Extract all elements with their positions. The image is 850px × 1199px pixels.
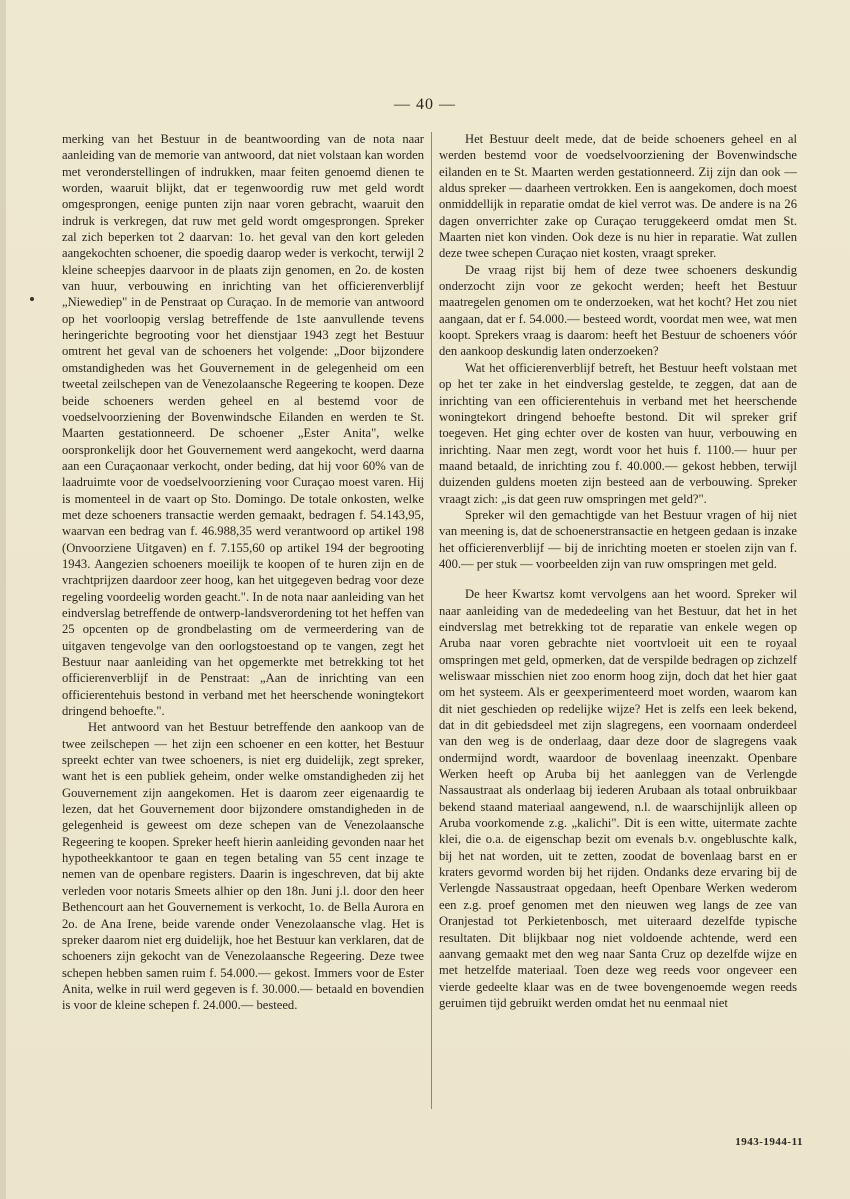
margin-dot <box>30 297 34 301</box>
page-edge <box>0 0 6 1199</box>
paragraph: Het Bestuur deelt mede, dat de beide schoeners geheel en al werden bestemd voor de voedselvoorziening der Bovenwindsche eilanden en te St. Maarten werden gestationneerd. Zij zijn dan ook — aldus spreker — daarheen vertrokken. Een is aangekomen, doch moest onmiddellijk in reparatie omdat de kiel verrot was. De andere is na 26 dagen onverrichter zake op Curaçao teruggekeerd omdat men St. Maarten niet kon vinden. Ook deze is nu hier in reparatie. Wat zullen deze twee schepen Curaçao niet kosten, vraagt spreker. <box>439 132 797 261</box>
page-number: — 40 — <box>394 96 456 113</box>
paragraph: Het antwoord van het Bestuur betreffende den aankoop van de twee zeilschepen — het zijn een schoener en een kotter, het Bestuur spreekt echter van twee schoeners, is niet erg duidelijk, zegt spreker, want het is een publiek geheim, onder welke omstandigheden zij het Gouvernement zijn aangekomen. Het is daarom zeer eigenaardig te lezen, dat het Gouvernement door bijzondere omstandigheden in de gelegenheid is geweest om deze schepen van de Venezolaansche Regeering te koopen. Spreker heeft hierin aanleiding gevonden naar het hypotheekkantoor te gaan en tegen betaling van 55 cent inzage te nemen van de openbare registers. Daarin is ingeschreven, dat bij akte verleden voor notaris Smeets alhier op den 18n. Juni j.l. door den heer Bethencourt aan het Gouvernement is verkocht, 1o. de Bella Aurora en 2o. de Ana Irene, beide varende onder Venezolaansche vlag. Het is spreker daarom niet erg duidelijk, hoe het Bestuur kan verklaren, dat de schoeners zijn gekocht van de Venezolaansche Regeering. Deze twee schepen hebben samen ruim f. 54.000.— gekost. Immers voor de Ester Anita, welke in ruil werd gegeven is f. 30.000.— betaald en bovendien is voor de kleine schepen f. 24.000.— besteed. <box>62 720 424 1013</box>
paragraph: Wat het officierenverblijf betreft, het Bestuur heeft volstaan met op het ter zake in het eindverslag gestelde, te zeggen, dat aan de inrichting van een officierentehuis in verband met het heerschende woningtekort dringend behoefte bestond. Dit wil spreker grif toegeven. Het ging echter over de kosten van huur, verbouwing en inrichting. Naar men zegt, wordt voor het huis f. 1100.— huur per maand betaald, de inrichting zou f. 40.000.— gekost hebben, terwijl duizenden guldens moeten zijn besteed aan de verbouwing. Spreker vraagt zich: „is dat geen ruw omspringen met geld?". <box>439 360 797 506</box>
left-column <box>62 131 424 1014</box>
paragraph: merking van het Bestuur in de beantwoording van de nota naar aanleiding van de memorie van antwoord, dat niet volstaan kan worden met veronderstellingen of indrukken, maar feiten genoemd dienen te worden, waaruit blijkt, dat er tegenwoordig ruw met geld wordt omgesprongen, eenige punten zijn naar voren gebracht, waaruit den indruk is verkregen, dat ruw met geld wordt omgesprongen. Spreker zal zich beperken tot 2 daarvan: 1o. het geval van den kort geleden aangekochten schoener, die spoedig daarop weder is verkocht, terwijl 2 kleine scheepjes daarvoor in de plaats zijn genomen, en 2o. de kosten van huur, verbouwing en inrichting van het officierenverblijf „Niewediep" in de Penstraat op Curaçao. In de memorie van antwoord op het voorloopig verslag betreffende de 1ste aanvullende tevens heringerichte begrooting voor het dienstjaar 1943 zegt het Bestuur omtrent het geval van de schoeners het volgende: „Door bijzondere omstandigheden was het Gouvernement in de gelegenheid om een tweetal zeilschepen van de Venezolaansche Regeering te koopen. Deze beide schoeners werden geheel en al bestemd voor de voedselvoorziening der Bovenwindsche Eilanden en werden te St. Maarten gestationneerd. De schoener „Ester Anita", welke oorspronkelijk door het Gouvernement werd aangekocht, werd daarna aan een Curaçaonaar verkocht, onder beding, dat hij voor 60% van de laadruimte voor de voedselvoorziening voor Curaçao moest varen. Hij is momenteel in de vaart op Sto. Domingo. De totale onkosten, welke met deze schoeners transactie werden gemaakt, bedragen f. 54.143,95, waarvan een bedrag van f. 46.988,35 werd verantwoord op artikel 198 (Onvoorziene Uitgaven) en f. 7.155,60 op artikel 194 der begrooting 1943. Aangezien schoeners moeilijk te koopen of te huren zijn en de vrachtprijzen daardoor zeer hoog, kan het uitgegeven bedrag voor deze regeling voordeelig worden geacht.". In de nota naar aanleiding van het eindverslag betreffende de ontwerp-landsverordening tot het heffen van 25 opcenten op de grondbelasting om de vermeerdering van de uitgaven tengevolge van den oorlogstoestand op te vangen, zegt het Bestuur naar aanleiding van het opgemerkte met betrekking tot het officierenverblijf in de Penstraat: „Aan de inrichting van een officierentehuis bestond in verband met het heerschende woningtekort dringend behoefte.". <box>62 132 424 719</box>
right-column <box>439 131 797 1011</box>
paragraph: De heer Kwartsz komt vervolgens aan het woord. Spreker wil naar aanleiding van de mededeeling van het Bestuur, dat het in het eindverslag met betrekking tot de reparatie van enkele wegen op Aruba naar voren gebrachte niet voortvloeit uit een te royaal omspringen met geld, opmerken, dat de verspilde bedragen op zichzelf weliswaar misschien niet zoo enorm hoog zijn, doch dat het hier gaat om het systeem. Als er geexperimenteerd moet worden, waarom kan dit niet geschieden op redelijke wijze? Het is zelfs een leek bekend, dat in dit gebiedsdeel met zijn slagregens, een voornaam onderdeel van den weg is de onderlaag, daar deze door de slagregens vaak ondermijnd wordt, waardoor de bovenlaag ineenzakt. Openbare Werken heeft op Aruba bij het aanleggen van de Verlengde Nassaustraat als onderlaag bij iederen Arubaan als totaal onbruikbaar bekend staand materiaal aangewend, n.l. de waarschijnlijk alleen op Aruba voorkomende z.g. „kalichi". Dit is een witte, uitermate zachte klei, die o.a. de eigenschap bezit om evenals b.v. ongebluschte kalk, bij het nat worden, uit te zetten, zoodat de bovenlaag barst en er kraters gevormd worden bij het rijden. Ondanks deze ervaring bij de Verlengde Nassaustraat opgedaan, heeft Openbare Werken wederom een z.g. proef genomen met den nieuwen weg langs de zee van Oranjestad tot Perkietenbosch, met uiteraard dezelfde typische resultaten. Dit blijkbaar nog niet voldoende achtende, werd een aanvang gemaakt met den weg naar Santa Cruz op dezelfde wijze en met hetzelfde materiaal. Toen deze weg reeds voor ongeveer een vierde gedeelte klaar was en de twee bovengenoemde wegen reeds geruimen tijd gebruikt werden omdat het nu eenmaal niet <box>439 587 797 1010</box>
paragraph: Spreker wil den gemachtigde van het Bestuur vragen of hij niet van meening is, dat de schoenerstransactie en hetgeen gedaan is inzake het officierenverblijf — bij de inrichting moeten er stoelen zijn van f. 400.— per stuk — voorbeelden zijn van ruw omspringen met geld. <box>439 507 797 571</box>
column-divider <box>431 132 432 1109</box>
footer-code: 1943-1944-11 <box>735 1136 803 1148</box>
paragraph: De vraag rijst bij hem of deze twee schoeners deskundig onderzocht zijn voor ze gekocht werden; heeft het Bestuur maatregelen genomen om te onderzoeken, wat het kocht? Het zou niet aangaan, dat er f. 54.000.— besteed wordt, voordat men wee, wat men koopt. Sprekers vraag is daarom: heeft het Bestuur de schoeners vóór den aankoop deskundig laten onderzoeken? <box>439 262 797 359</box>
